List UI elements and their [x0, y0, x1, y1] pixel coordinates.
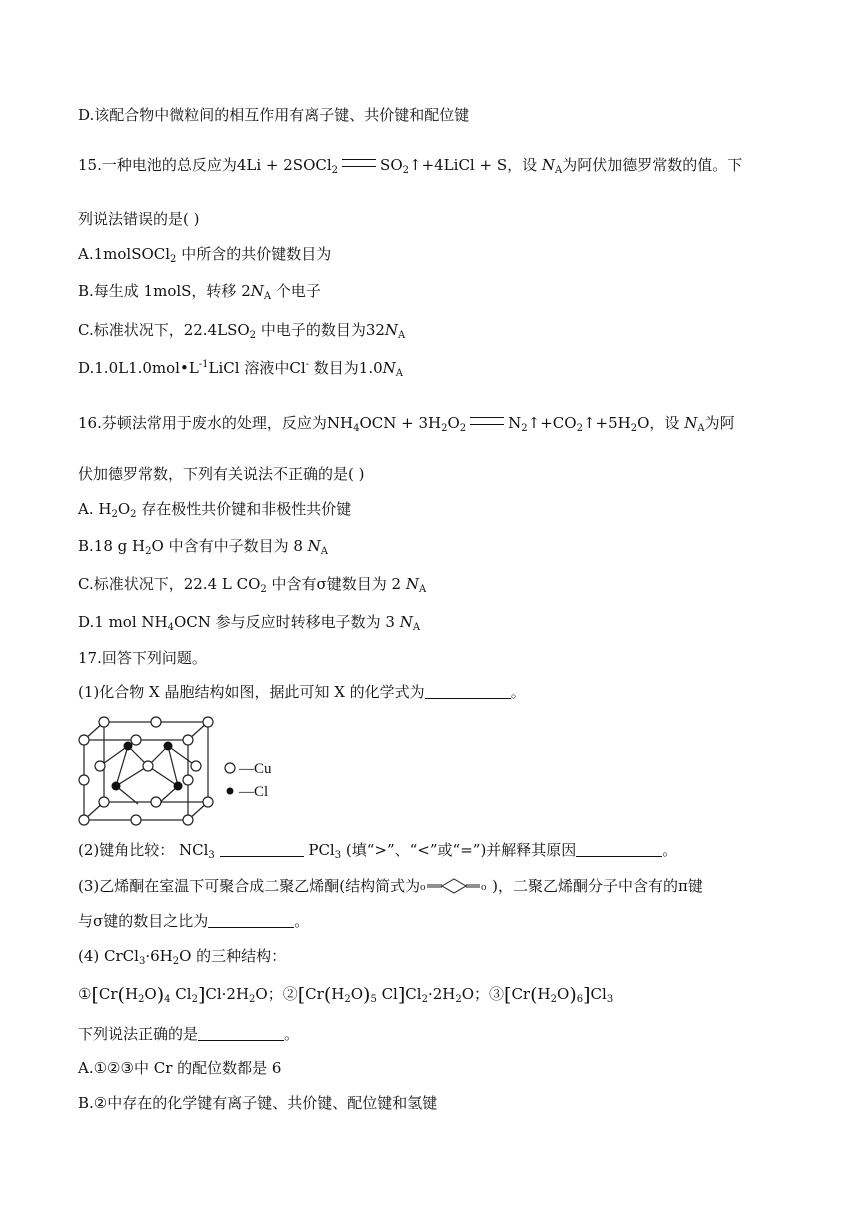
q15-option-b: B.每生成 1molS，转移 $2N_A$ 个电子	[78, 282, 321, 302]
q16-option-d: D.1 mol $NH_4OCN$ 参与反应时转移电子数为 3 $N_A$	[78, 613, 421, 633]
q16-stem-part1: 16.芬顿法常用于废水的处理，反应为	[78, 414, 327, 432]
q17-part4-question: 下列说法正确的是 。	[78, 1025, 300, 1043]
q17-option-b: B.②中存在的化学键有离子键、共价键、配位键和氢键	[78, 1094, 438, 1112]
q15-equation: 4Li + 2SOCl$_2$ $SO_2↑+4LiCl + S$	[236, 156, 508, 176]
answer-blank[interactable]	[576, 841, 662, 857]
q17-part3-line2: 与σ键的数目之比为 。	[78, 912, 310, 930]
q15-option-c: C.标准状况下，$22.4LSO_2$ 中电子的数目为$32N_A$	[78, 321, 406, 341]
q15-stem: 15.一种电池的总反应为4Li + 2SOCl$_2$ $SO_2↑+4LiCl + S$，设 $N_A$为阿伏加德罗常数的值。下	[78, 156, 743, 176]
q15-option-a: A.1molSOCl$_2$ 中所含的共价键数目为	[78, 245, 332, 265]
crystal-structure-figure	[78, 716, 298, 826]
q16-option-c: C.标准状况下，22.4 L $CO_2$ 中含有σ键数目为 2 $N_A$	[78, 575, 427, 595]
q15-option-d: $D.1.0L1.0mol•L^{-1}LiCl$ 溶液中Cl- 数目为$1.0N_A$	[78, 359, 404, 379]
legend-cl: —Cl	[239, 784, 269, 800]
answer-blank[interactable]	[208, 912, 294, 928]
q15-stem-part3: 为阿伏加德罗常数的值。下	[562, 156, 743, 174]
answer-blank[interactable]	[198, 1025, 284, 1041]
q15-stem-part2: ，设	[507, 156, 538, 174]
q17-part1: (1)化合物 X 晶胞结构如图，据此可知 X 的化学式为 。	[78, 683, 526, 701]
q17-part4-structures: $①[Cr(H_2O)_4$ $Cl_2]Cl\cdot 2H_2O$；$②[Cr(H_2O)_5$ $Cl]Cl_2\cdot 2H_2O$；$③[Cr(H_2O)_6]Cl_3$	[78, 984, 614, 1006]
q17-part4: (4) $CrCl_3\cdot 6H_2O$ 的三种结构：	[78, 947, 287, 967]
q16-equation: $NH_4OCN + 3H_2O_2$ $N_2↑+CO_2↑+5H_2O$	[326, 414, 650, 434]
svg-text:o: o	[420, 881, 426, 893]
q15-stem-part1: 15.一种电池的总反应为	[78, 156, 237, 174]
q17-part2: (2)键角比较： NCl$_3$ PCl$_3$ (填“>”、“<”或“=”)并解释其原因 。	[78, 841, 678, 861]
q16-stem: 16.芬顿法常用于废水的处理，反应为$NH_4OCN + 3H_2O_2$ $N_2↑+CO_2↑+5H_2O$，设 $N_A$为阿	[78, 414, 735, 434]
na-symbol: N	[541, 156, 556, 174]
q17-title: 17.回答下列问题。	[78, 649, 207, 667]
answer-blank[interactable]	[425, 683, 511, 699]
diketene-structure-icon	[420, 878, 492, 894]
legend-cu: —Cu	[239, 761, 272, 777]
q16-option-a: A. $H_2O_2$ 存在极性共价键和非极性共价键	[78, 500, 352, 520]
answer-blank[interactable]	[220, 841, 304, 857]
q14-option-d: D.该配合物中微粒间的相互作用有离子键、共价键和配位键	[78, 106, 470, 124]
q16-option-b: B.18 g $H_2O$ 中含有中子数目为 8 $N_A$	[78, 537, 329, 557]
q17-option-a: A.①②③中 Cr 的配位数都是 6	[78, 1059, 282, 1077]
svg-text:o: o	[481, 881, 487, 893]
q16-stem-line2: 伏加德罗常数，下列有关说法不正确的是( )	[78, 465, 365, 483]
cu-legend-icon	[225, 763, 235, 773]
q17-part3-line1: (3)乙烯酮在室温下可聚合成二聚乙烯酮(结构简式为 o o )，二聚乙烯酮分子中含有的π键	[78, 877, 703, 895]
q15-stem-line2: 列说法错误的是( )	[78, 210, 200, 228]
cl-legend-icon	[227, 788, 234, 795]
